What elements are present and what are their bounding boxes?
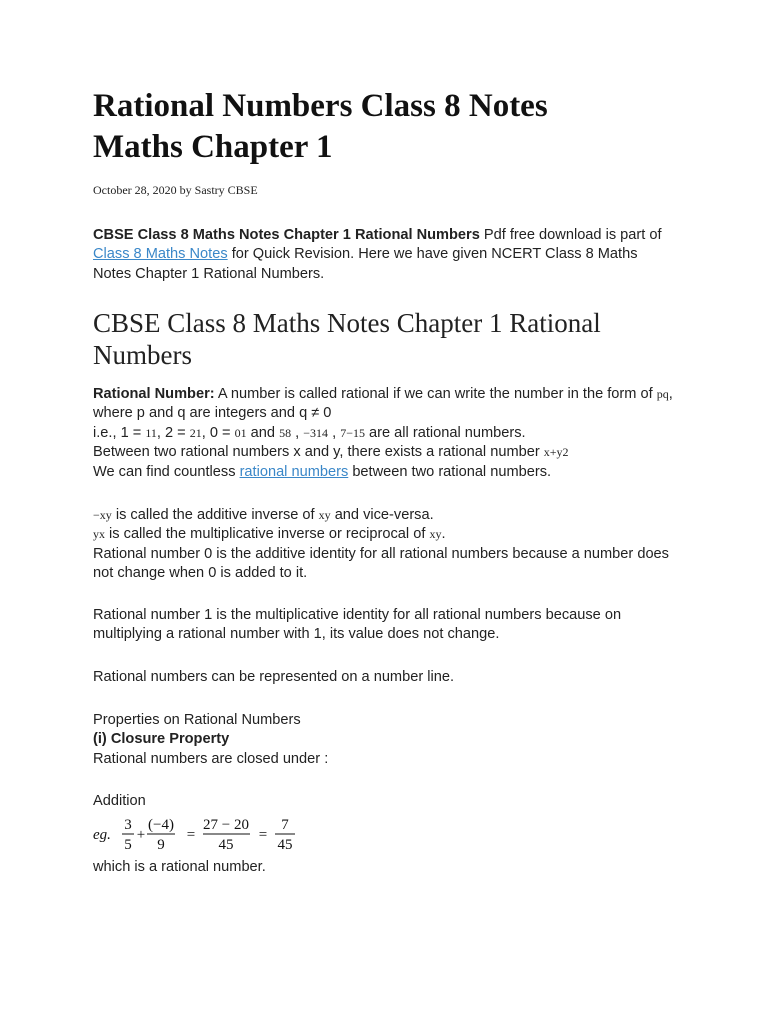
formula-graphic <box>93 813 298 855</box>
eg-label: eg. <box>93 827 111 843</box>
fraction-1-numerator: 3 <box>124 817 132 833</box>
example-text: and <box>246 424 280 441</box>
post-meta <box>93 183 258 198</box>
example-text: , <box>291 424 304 441</box>
definition-label: Rational Number: <box>93 386 215 402</box>
intro-text-2: for Quick Revision. Here we have given NCERT Class 8 Maths Notes Chapter 1 Rational Numbers. <box>93 246 638 282</box>
inverse-text: is called the additive inverse of <box>111 507 319 523</box>
math-0-over-1: 01 <box>234 425 247 440</box>
fraction-3-numerator: 27 − 20 <box>203 817 249 833</box>
properties-heading: Properties on Rational Numbers <box>93 712 301 728</box>
fraction-4-numerator: 7 <box>281 817 289 833</box>
math-minus-3-over-14: −314 <box>303 425 329 440</box>
fraction-1-denominator: 5 <box>124 837 132 853</box>
countless-text: We can find countless <box>93 463 240 480</box>
math-x-over-y: xy <box>429 527 442 542</box>
math-y-over-x: yx <box>93 527 105 542</box>
math-minus-x-over-y: −xy <box>93 508 112 522</box>
equals-sign-1: = <box>186 827 196 843</box>
math-2-over-1: 21 <box>189 425 202 440</box>
math-7-over-minus-15: 7−15 <box>340 425 365 440</box>
class-8-maths-notes-link[interactable]: Class 8 Maths Notes <box>93 246 228 263</box>
inverse-text: and vice-versa. <box>330 507 434 523</box>
rational-result-text: which is a rational number. <box>93 859 266 875</box>
example-text: are all rational numbers. <box>364 424 526 441</box>
intro-text-1: Pdf free download is part of <box>479 227 662 243</box>
example-text: , 2 = <box>156 424 190 441</box>
title-line-1: Rational Numbers Class 8 Notes <box>93 88 548 124</box>
equals-sign-2: = <box>258 827 268 843</box>
inverse-text: is called the multiplicative inverse or reciprocal of <box>105 526 430 543</box>
plus-sign: + <box>136 827 146 843</box>
definition-text: , where p and q are integers and q ≠ 0 <box>93 386 673 422</box>
addition-example-formula <box>93 813 298 860</box>
definition-paragraph <box>93 385 678 482</box>
between-text: Between two rational numbers x and y, there exists a rational number <box>93 444 544 461</box>
math-pq: pq <box>656 387 669 401</box>
post-date[interactable]: October 28, 2020 <box>93 183 177 197</box>
page-title <box>93 86 548 168</box>
inverse-text: . <box>441 526 446 543</box>
fraction-3-denominator: 45 <box>218 837 234 853</box>
fraction-4-denominator: 45 <box>277 837 293 853</box>
number-line-paragraph: Rational numbers can be represented on a number line. <box>93 669 455 685</box>
section-heading: CBSE Class 8 Maths Notes Chapter 1 Rational Numbers <box>93 308 601 370</box>
properties-paragraph <box>93 711 678 769</box>
countless-text: between two rational numbers. <box>348 463 552 480</box>
example-text: , 0 = <box>201 424 235 441</box>
inverse-paragraph <box>93 506 678 584</box>
multiplicative-identity-paragraph: Rational number 1 is the multiplicative identity for all rational numbers because on multiplying a rational number with 1, its value does not change. <box>93 607 622 643</box>
example-text: i.e., 1 = <box>93 424 146 441</box>
math-x-over-y: xy <box>318 508 331 522</box>
math-x-plus-y-over-2: x+y2 <box>543 445 569 460</box>
by-label: by <box>179 183 192 197</box>
fraction-2-numerator: (−4) <box>148 817 174 833</box>
math-1-over-1: 11 <box>145 425 157 440</box>
closed-under-text: Rational numbers are closed under : <box>93 750 329 767</box>
additive-identity-text: Rational number 0 is the additive identity for all rational numbers because a number does not change when 0 is added to it. <box>93 545 669 582</box>
title-line-2: Maths Chapter 1 <box>93 129 333 165</box>
closure-property-heading: (i) Closure Property <box>93 731 230 748</box>
math-5-over-8: 58 <box>279 425 292 440</box>
intro-paragraph <box>93 226 678 284</box>
rational-numbers-link[interactable]: rational numbers <box>239 463 349 480</box>
example-text: , <box>328 424 341 441</box>
addition-label: Addition <box>93 793 146 809</box>
definition-text: A number is called rational if we can write the number in the form of <box>214 386 657 402</box>
post-author[interactable]: Sastry CBSE <box>194 183 258 197</box>
fraction-2-denominator: 9 <box>157 837 165 853</box>
intro-bold: CBSE Class 8 Maths Notes Chapter 1 Rational Numbers <box>93 227 480 243</box>
